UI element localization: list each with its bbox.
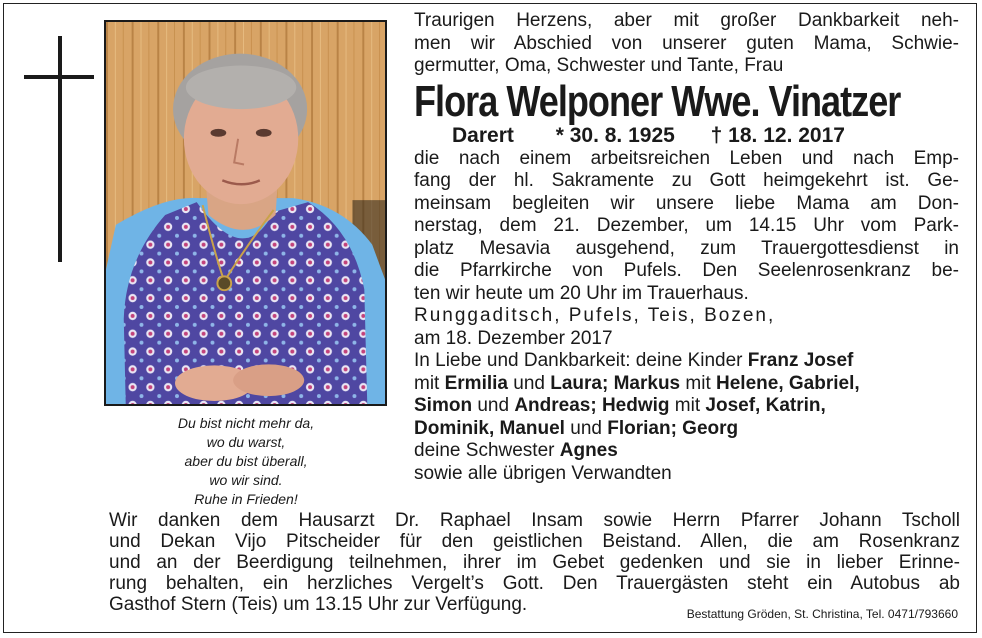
undertaker-credit: Bestattung Gröden, St. Christina, Tel. 0471/793660 [686,607,958,621]
announcement-column [414,10,959,485]
family-text: und [564,417,608,439]
family-text: und [472,395,515,416]
family-name: Laura; Markus [550,372,681,394]
poem-line: wo du warst, [206,434,286,450]
body-line: die nach einem arbeitsreichen Leben und nach Emp- [414,147,959,169]
family-text: und [507,372,551,394]
poem-line: Ruhe in Frieden! [194,491,298,507]
portrait-photo [104,20,387,406]
family-text: mit [680,372,717,394]
places-line: Runggaditsch, Pufels, Teis, Bozen, [414,305,776,326]
family-line [414,350,959,373]
thanks-line: und an der Beerdigung teilnehmen, ihrer im Gebet gedenken und sie in lieber Erinne- [109,552,960,573]
family-line [414,373,959,396]
family-name: Ermilia [444,372,508,394]
family-name: Franz Josef [747,350,854,371]
deceased-name: Flora Welponer Wwe. Vinatzer [414,76,901,126]
family-line [414,440,959,463]
family-name: Agnes [559,440,618,461]
life-dates [414,124,959,148]
home-place: Darert [452,123,514,147]
family-text: In Liebe und Dankbarkeit: deine Kinder [414,350,748,371]
family-name: Simon [414,395,473,416]
intro-line: germutter, Oma, Schwester und Tante, Frau [414,55,784,76]
body-line: platz Mesavia ausgehend, zum Trauergottesdienst in [414,237,959,259]
poem-line: wo wir sind. [209,472,283,488]
body-line: die Pfarrkirche von Pufels. Den Seelenrosenkranz be- [414,260,959,281]
body-line: meinsam begleiten wir unsere liebe Mama am Don- [414,192,959,214]
family-text: mit [414,372,445,394]
poem-line: Du bist nicht mehr da, [177,415,315,431]
memorial-poem [108,414,384,509]
family-line [414,418,959,441]
poem-line: aber du bist überall, [184,453,308,469]
cross-icon-bar [24,75,94,79]
family-line [414,395,959,418]
birth-date: * 30. 8. 1925 [555,123,675,147]
thanks-line: Gasthof Stern (Teis) um 13.15 Uhr zur Verfügung. [109,594,528,615]
body-line: ten wir heute um 20 Uhr im Trauerhaus. [414,282,749,304]
family-name: Andreas; Hedwig [514,395,670,416]
family-name: Florian; Georg [607,417,739,439]
intro-line: men wir Abschied von unserer guten Mama, Schwie- [414,32,959,54]
portrait-illustration [106,22,385,404]
family-text: mit [669,395,706,416]
thanks-line: Wir danken dem Hausarzt Dr. Raphael Insam sowie Herrn Pfarrer Johann Tscholl [109,510,960,531]
family-name: Helene, Gabriel, [716,372,860,394]
cross-icon [58,36,62,262]
thanks-line: rung behalten, ein herzliches Vergelt’s Gott. Den Trauergästen steht ein Autobus ab [109,573,960,594]
family-text: deine Schwester [414,440,560,461]
death-date: † 18. 12. 2017 [710,123,845,147]
thanks-line: und Dekan Vijo Pitscheider für den geistlichen Beistand. Allen, die am Rosenkranz [109,531,960,552]
family-name: Dominik, Manuel [414,417,565,439]
intro-line: Traurigen Herzens, aber mit großer Dankbarkeit neh- [414,10,959,31]
body-line: fang der hl. Sakramente zu Gott heimgekehrt ist. Ge- [414,170,959,191]
thanks-paragraph [109,510,960,615]
date-line: am 18. Dezember 2017 [414,327,613,349]
family-name: Josef, Katrin, [705,395,826,416]
family-line: sowie alle übrigen Verwandten [414,462,672,484]
body-line: nerstag, dem 21. Dezember, um 14.15 Uhr vom Park- [414,215,959,236]
